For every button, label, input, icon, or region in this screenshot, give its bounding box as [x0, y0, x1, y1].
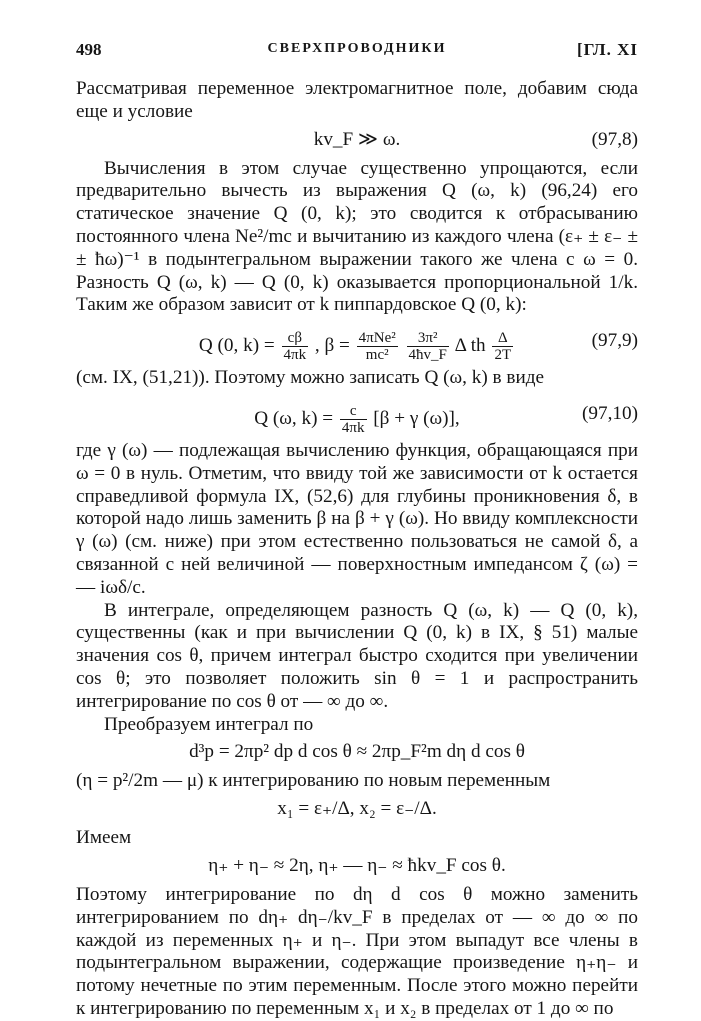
eq-lhs: Q (ω, k) =: [254, 407, 334, 429]
equation-formula: η₊ + η₋ ≈ 2η, η₊ — η₋ ≈ ħkv_F cos θ.: [208, 854, 506, 876]
equation-97-9: [76, 317, 638, 367]
eq-mid: , β =: [314, 335, 350, 357]
equation-formula: d³p = 2πp² dp d cos θ ≈ 2πp_F²m dη d cos θ: [189, 741, 525, 763]
fraction-denominator: mc²: [365, 347, 389, 364]
equation-number: (97,8): [591, 128, 638, 150]
equation-x-vars: [76, 793, 638, 827]
fraction: [407, 330, 449, 363]
equation-number: (97,9): [591, 330, 638, 352]
fraction: [492, 330, 513, 363]
fraction-numerator: 4πNe²: [358, 330, 396, 347]
equation-97-8: [76, 124, 638, 158]
page-body: [76, 78, 638, 1021]
equation-d3p: [76, 736, 638, 770]
fraction-denominator: 4ħv_F: [408, 347, 447, 364]
equation-number: (97,10): [582, 402, 638, 424]
paragraph-2: Вычисления в этом случае существенно упрощаются, если предварительно вычесть из выражения Q (ω, k) (96,24) его статическое значение Q (0, k); это сводится к отбрасыванию постоянного члена Ne²/mc и вычитанию из каждого члена (ε₊ ± ε₋ ± ± ħω)⁻¹ в подынтегральном выражении такого же члена с ω = 0. Разность Q (ω, k) — Q (0, k) оказывается пропорциональной 1/k. Таким же образом зависит от k пиппардовское Q (0, k):: [76, 157, 638, 316]
paragraph-4: где γ (ω) — подлежащая вычислению функция, обращающаяся при ω = 0 в нуль. Отметим, что ввиду той же зависимости от k остается справедливой формула IX, (52,6) для глубины проникновения δ, в которой надо лишь заменить β на β + γ (ω). Но ввиду комплексности γ (ω) (см. ниже) при этом естественно пользоваться не самой δ, а связанной с ней величиной — поверхностным импедансом ζ (ω) = — iωδ/c.: [76, 439, 638, 598]
fraction-numerator: cβ: [282, 330, 309, 347]
paragraph-3: (см. IX, (51,21)). Поэтому можно записать Q (ω, k) в виде: [76, 367, 544, 389]
fraction-denominator: 2T: [494, 347, 512, 364]
fraction: [282, 330, 309, 363]
chapter-label: [ГЛ. XI: [577, 40, 638, 59]
fraction: [340, 403, 367, 436]
paragraph-8: Имеем: [76, 827, 132, 849]
fraction-numerator: Δ: [492, 330, 513, 347]
equation-97-10: [76, 390, 638, 440]
page-header: [76, 40, 638, 62]
fraction-denominator: 4πk: [341, 419, 365, 436]
paragraph-7: (η = p²/2m — μ) к интегрированию по новым переменным: [76, 770, 551, 792]
equation-formula: [76, 403, 638, 436]
paragraph-6: Преобразуем интеграл по: [104, 713, 314, 735]
fraction-denominator: 4πk: [283, 347, 307, 364]
eq-tail: Δ th: [454, 335, 486, 357]
paragraph-1: Рассматривая переменное электромагнитное поле, добавим сюда еще и условие: [76, 78, 638, 122]
page-number: 498: [76, 40, 102, 59]
fraction-numerator: 3π²: [407, 330, 449, 347]
paragraph-9: Поэтому интегрирование по dη d cos θ можно заменить интегрированием по dη₊ dη₋/kv_F в пределах от — ∞ до ∞ по каждой из переменных η₊ и η₋. При этом выпадут все члены в подынтегральном выражении, содержащие произведение η₊η₋ и потому нечетные по этим переменным. После этого можно перейти к интегрированию по переменным x₁ и x₂ в пределах от 1 до ∞ по: [76, 883, 638, 1019]
fraction-numerator: c: [340, 403, 367, 420]
equation-formula: x₁ = ε₊/Δ, x₂ = ε₋/Δ.: [277, 798, 437, 820]
equation-formula: kv_F ≫ ω.: [313, 128, 401, 150]
fraction: [357, 330, 398, 363]
paragraph-5: В интеграле, определяющем разность Q (ω, k) — Q (0, k), существенны (как и при вычислении Q (0, k) в IX, § 51) малые значения cos θ, причем интеграл быстро сходится при увеличении cos θ; это позволяет положить sin θ = 1 и распространить интегрирование по cos θ от — ∞ до ∞.: [76, 599, 638, 712]
running-title: СВЕРХПРОВОДНИКИ: [267, 41, 447, 56]
eq-lhs: Q (0, k) =: [198, 335, 275, 357]
equation-formula: [76, 330, 638, 363]
equation-eta: [76, 850, 638, 884]
eq-rhs: [β + γ (ω)],: [373, 407, 460, 429]
